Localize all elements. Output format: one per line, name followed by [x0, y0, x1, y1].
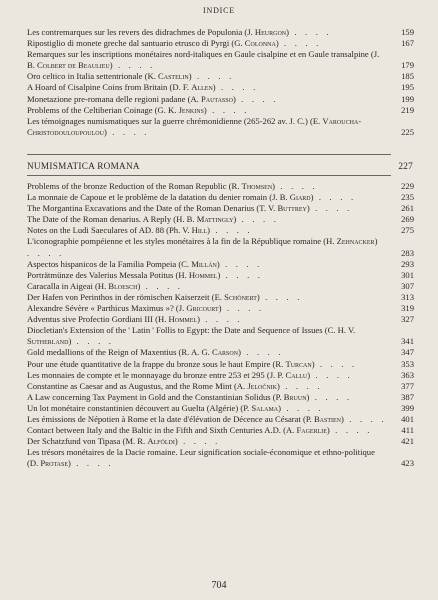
toc-entry	[27, 425, 414, 436]
entry-title: The Date of the Roman denarius. A Reply (H. B.	[27, 214, 197, 225]
toc-entry	[27, 314, 414, 325]
leader-dots: . . . .	[289, 27, 332, 37]
leader-dots: . . . .	[236, 214, 280, 225]
entry-page-number: 401	[401, 413, 414, 424]
toc-entry	[27, 280, 414, 292]
toc-entry	[27, 402, 414, 414]
entry-page-number: 347	[401, 347, 414, 358]
toc-entry	[27, 325, 414, 347]
entry-author: Fagerlie	[296, 425, 327, 436]
entry-author-close: )	[306, 203, 310, 214]
toc-entry	[27, 380, 414, 392]
entry-author-close: )	[212, 82, 216, 93]
entry-title: Der Hafen von Perinthos in der römischen Kaiserzeit (E.	[27, 291, 225, 302]
entry-author: Protase	[40, 458, 69, 469]
entry-title: Problems of the bronze Reduction of the Roman Republic (R.	[27, 181, 242, 191]
entry-author: Jeločnik	[247, 380, 277, 391]
toc-entry	[27, 225, 414, 236]
entry-author-close: )	[233, 214, 237, 225]
entry-author: Gricourt	[186, 303, 219, 314]
leader-dots: . . . .	[27, 247, 65, 258]
entry-title: Porträtmünze des Valerius Messala Potitus (H.	[27, 269, 189, 280]
entry-author-close: )	[188, 71, 192, 82]
entry-author: Carson	[211, 347, 239, 358]
toc-entry	[27, 27, 414, 38]
entry-page-number: 313	[401, 291, 414, 302]
entry-author: Salama	[251, 402, 279, 413]
entry-author: Mattingly	[196, 214, 234, 225]
entry-page-number: 219	[401, 104, 414, 115]
entry-author: Jenkins	[178, 104, 204, 115]
leader-dots: . . . .	[177, 436, 221, 447]
entry-author: Millán	[191, 258, 217, 269]
entry-author-close: )	[103, 126, 107, 137]
entry-title: Les trésors monétaires de la Dacie romaine. Leur signification sociale-économique et ethno-politique (D.	[27, 447, 375, 469]
entry-author-close: )	[374, 236, 378, 247]
entry-author: Callu	[285, 369, 308, 380]
entry-author: Colbert de Beaulieu	[37, 60, 110, 71]
entry-author: Thomsen	[241, 181, 273, 191]
entry-author-close: )	[278, 402, 281, 413]
entry-author: Buttrey	[277, 203, 307, 214]
leader-dots: . . . .	[309, 391, 353, 402]
toc-entry	[27, 269, 414, 281]
leader-dots: . . . .	[215, 82, 259, 93]
entry-title: Der Schatzfund von Tipasa (M. R.	[27, 436, 148, 447]
entry-page-number: 327	[401, 314, 414, 325]
entry-author: Sutherland	[27, 336, 69, 347]
entry-author-close: )	[275, 38, 279, 49]
section-rule-bottom	[27, 175, 391, 176]
toc-entry	[27, 181, 414, 192]
toc-entry	[27, 303, 414, 314]
entry-title: Oro celtico in Italia settentrionale (K.	[27, 71, 159, 82]
toc-entry	[27, 236, 414, 258]
entry-author-close: )	[217, 269, 221, 280]
entry-page-number: 353	[401, 358, 414, 369]
leader-dots: . . . .	[140, 280, 184, 291]
entry-page-number: 225	[401, 126, 414, 137]
leader-dots: . . . .	[280, 402, 324, 413]
leader-dots: . . . .	[210, 225, 253, 236]
entry-page-number: 341	[401, 336, 414, 347]
entry-title: L'iconographie pompéienne et les styles monétaires à la fin de la République romaine (H.	[27, 236, 337, 247]
leader-dots: . . . .	[329, 425, 373, 436]
entry-author-close: )	[306, 391, 310, 402]
entry-title: Aspectos hispanicos de la Familia Pompeia (C.	[27, 258, 192, 269]
entry-author-close: )	[68, 336, 72, 347]
entry-author-close: )	[326, 425, 330, 436]
entry-author-close: )	[207, 225, 211, 236]
entry-author-close: )	[341, 413, 344, 424]
leader-dots: . . . .	[313, 192, 357, 203]
entry-title: Diocletian's Extension of the ' Latin ' Follis to Egypt: the Date and Sequence of Issues (C. H. V.	[27, 325, 356, 336]
entry-author-close: )	[277, 380, 280, 391]
toc-entry	[27, 115, 414, 138]
entry-title: Les témoignages numismatiques sur la guerre chrémonidienne (265-262 av. J. C.) (E.	[27, 115, 323, 126]
entry-title: La monnaie de Capoue et le problème de la datation du denier romain (J. B.	[27, 192, 290, 203]
entry-page-number: 423	[401, 458, 414, 469]
entry-page-number: 261	[401, 203, 414, 214]
entry-author: Castelin	[158, 71, 189, 82]
leader-dots: . . . .	[259, 291, 303, 302]
entry-page-number: 269	[401, 214, 414, 225]
leader-dots: . . . .	[221, 303, 265, 314]
toc-entry	[27, 258, 414, 270]
entry-page-number: 283	[401, 247, 414, 258]
leader-dots: . . . .	[112, 60, 156, 71]
section-title: NUMISMATICA ROMANA	[27, 161, 140, 171]
entry-title: A Hoard of Cisalpine Coins from Britain (D. F.	[27, 82, 192, 93]
toc-entry	[27, 38, 414, 49]
leader-dots: . . . .	[309, 203, 353, 214]
entry-author: Turcan	[285, 358, 312, 369]
entry-author: Bruun	[283, 391, 307, 402]
entry-page-number: 307	[401, 280, 414, 291]
leader-dots: . . . .	[219, 258, 263, 269]
toc-entry	[27, 391, 414, 403]
toc-entry	[27, 347, 414, 358]
entry-page-number: 421	[401, 436, 414, 447]
entry-author-close: )	[286, 27, 290, 37]
entry-author: Bloesch	[108, 280, 138, 291]
toc-entry	[27, 104, 414, 116]
entry-title: Les émissions de Népotien à Rome et la date d'élévation de Décence au Césarat (P.	[27, 413, 314, 424]
toc-entry	[27, 436, 414, 447]
entry-title: Monetazione pre-romana delle regioni padane (A.	[27, 93, 201, 104]
entry-author: Bastien	[313, 413, 342, 424]
entry-author-close: )	[216, 258, 220, 269]
leader-dots: . . . .	[279, 380, 323, 391]
entry-page-number: 229	[401, 181, 414, 191]
entry-title: Les monnaies de compte et le monnayage du bronze entre 253 et 295 (J. P.	[27, 369, 286, 380]
section-page-number: 227	[398, 161, 413, 171]
entry-page-number: 387	[401, 391, 414, 402]
entry-page-number: 167	[401, 38, 414, 49]
entry-author-close: )	[256, 291, 260, 302]
entry-author-close: )	[307, 369, 311, 380]
toc-entry	[27, 82, 414, 93]
toc-entry	[27, 413, 414, 425]
entry-author-close: )	[137, 280, 141, 291]
leader-dots: . . . .	[199, 314, 243, 325]
entry-author-close: )	[203, 104, 207, 115]
entry-page-number: 199	[401, 93, 414, 104]
entry-title: The Morgantina Excavations and the Date of the Roman Denarius (T. V.	[27, 203, 278, 214]
leader-dots: . . . .	[235, 93, 279, 104]
entry-page-number: 363	[401, 369, 414, 380]
toc-entry	[27, 93, 414, 105]
toc-entry	[27, 358, 414, 370]
toc-top-list	[27, 27, 414, 138]
entry-author-close: )	[232, 93, 236, 104]
entry-title: Remarques sur les inscriptions monétaires nord-italiques en Gaule cisalpine et en Gaule transalpine (J. B.	[27, 49, 380, 71]
section-rule-top	[27, 154, 391, 155]
entry-author: Hommel	[188, 269, 218, 280]
entry-author: Varoucha-Christodouloupoulou	[27, 115, 362, 137]
entry-author: Schönert	[224, 291, 257, 302]
entry-title: Alexandre Sévère « Parthicus Maximus »? (J.	[27, 303, 187, 314]
entry-author-close: )	[197, 314, 200, 325]
page-folio: 704	[211, 580, 227, 591]
entry-author: Alföldi	[147, 436, 175, 447]
entry-page-number: 185	[401, 71, 414, 82]
toc-bottom-list	[27, 181, 414, 469]
entry-page-number: 301	[401, 269, 414, 280]
entry-title: Caracalla in Aigeai (H.	[27, 280, 109, 291]
entry-author: Giard	[289, 192, 311, 203]
leader-dots: . . . .	[71, 336, 115, 347]
entry-page-number: 377	[401, 380, 414, 391]
entry-title: Gold medallions of the Reign of Maxentius (R. A. G.	[27, 347, 212, 358]
section-heading	[27, 161, 413, 171]
entry-title: Adventus sive Profectio Gordiani III (H.	[27, 314, 169, 325]
leader-dots: . . . .	[240, 347, 284, 358]
entry-author: Pautasso	[200, 93, 233, 104]
entry-page-number: 399	[401, 402, 414, 413]
entry-title: Les contremarques sur les revers des didrachmes de Populonia (J.	[27, 27, 255, 37]
entry-author: Heurgon	[254, 27, 287, 37]
entry-page-number: 275	[401, 225, 414, 236]
toc-entry	[27, 214, 414, 225]
entry-title: Un lot monétaire constantinien découvert au Guelta (Algérie) (P.	[27, 402, 252, 413]
leader-dots: . . . .	[220, 269, 264, 280]
leader-dots: . . . .	[106, 126, 150, 137]
entry-title: Contact between Italy and the Baltic in the Fifth and Sixth Centuries A.D. (A.	[27, 425, 297, 436]
entry-page-number: 179	[401, 60, 414, 71]
toc-entry	[27, 369, 414, 381]
entry-author-close: )	[174, 436, 178, 447]
entry-author-close: )	[311, 358, 315, 369]
running-head: INDICE	[203, 6, 235, 15]
entry-author: Hill	[191, 225, 208, 236]
entry-page-number: 195	[401, 82, 414, 93]
leader-dots: . . . .	[70, 458, 114, 469]
entry-page-number: 293	[401, 258, 414, 269]
leader-dots: . . . .	[278, 38, 322, 49]
toc-entry	[27, 203, 414, 214]
toc-entry	[27, 291, 414, 303]
entry-author-close: )	[272, 181, 276, 191]
entry-page-number: 319	[401, 303, 414, 314]
entry-author-close: )	[310, 192, 314, 203]
toc-entry	[27, 192, 414, 203]
toc-entry	[27, 71, 414, 82]
entry-author: Allen	[191, 82, 213, 93]
entry-title: Pour une étude quantitative de la frappe du bronze sous le haut Empire (R.	[27, 358, 286, 369]
leader-dots: . . . .	[275, 181, 318, 191]
entry-author: Colonna	[244, 38, 276, 49]
leader-dots: . . . .	[314, 358, 358, 369]
leader-dots: . . . .	[343, 413, 387, 424]
toc-entry	[27, 447, 414, 469]
entry-author-close: )	[218, 303, 222, 314]
leader-dots: . . . .	[310, 369, 353, 380]
leader-dots: . . . .	[206, 104, 250, 115]
entry-author-close: )	[68, 458, 71, 469]
entry-title: Problems of the Celtiberian Coinage (G. K.	[27, 104, 179, 115]
entry-author: Zehnacker	[336, 236, 375, 247]
entry-author-close: )	[238, 347, 241, 358]
entry-page-number: 411	[401, 425, 414, 436]
entry-title: A Law concerning Tax Payment in Gold and the Constantinian Solidus (P.	[27, 391, 284, 402]
entry-title: Notes on the Ludi Saeculares of AD. 88 (Ph. V.	[27, 225, 192, 236]
entry-author-close: )	[109, 60, 113, 71]
entry-page-number: 235	[401, 192, 414, 203]
entry-author: Hommel	[168, 314, 198, 325]
entry-page-number: 159	[401, 27, 414, 37]
entry-title: Constantine as Caesar and as Augustus, and the Rome Mint (A.	[27, 380, 248, 391]
entry-title: Ripostiglio di monete greche dal santuario etrusco di Pyrgi (G.	[27, 38, 245, 49]
leader-dots: . . . .	[191, 71, 235, 82]
toc-entry	[27, 49, 414, 71]
